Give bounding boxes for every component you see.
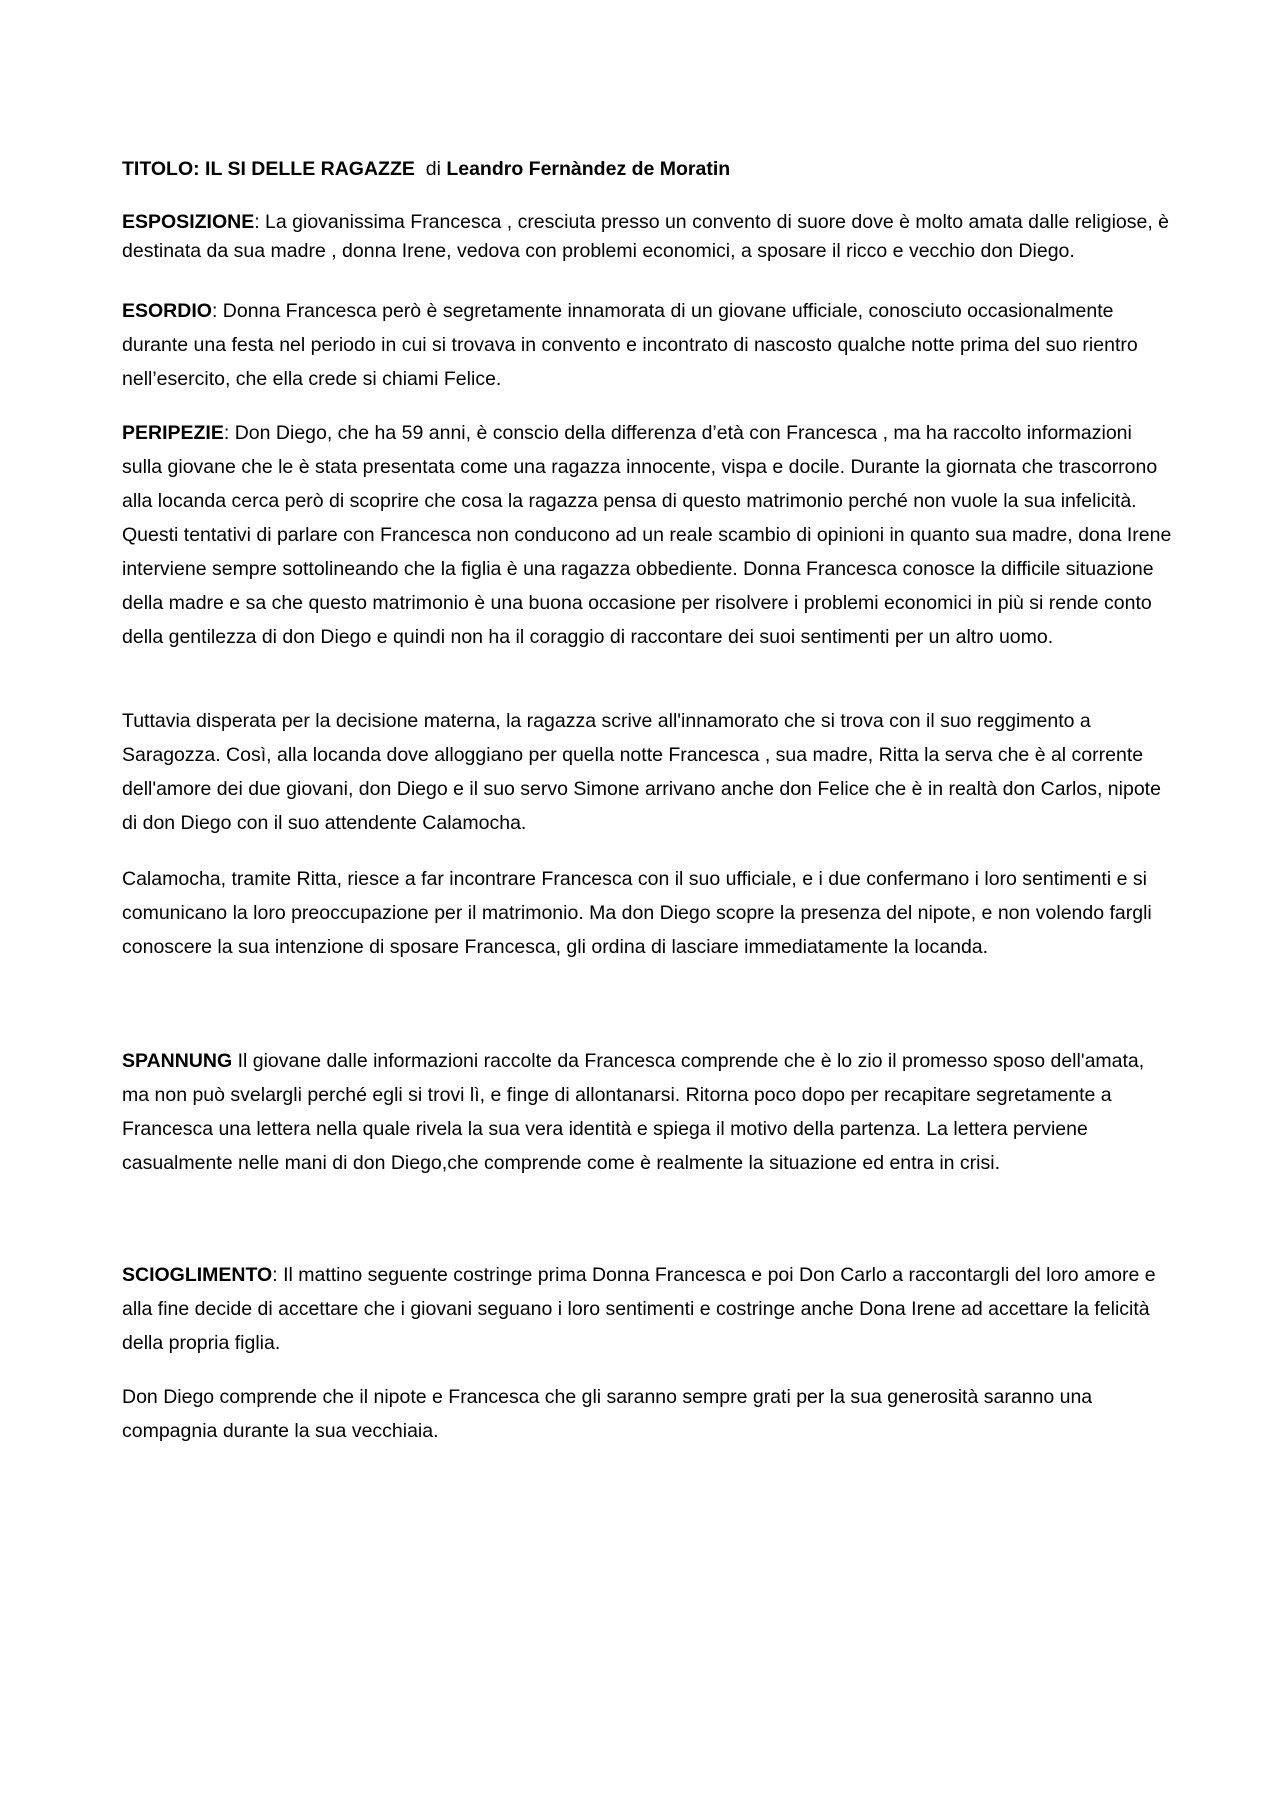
heading-esordio: ESORDIO bbox=[122, 300, 212, 322]
text-calamocha: Calamocha, tramite Ritta, riesce a far incontrare Francesca con il suo ufficiale, e i due confermano i loro sentimenti e si comunicano la loro preoccupazione per il matrimonio. Ma don Diego scopre la presenza del nipote, e non volendo fargli conoscere la sua intenzione di sposare Francesca, gli ordina di lasciare immediatamente la locanda. bbox=[122, 868, 1152, 958]
paragraph-calamocha bbox=[122, 862, 1172, 964]
title-label: TITOLO: IL SI DELLE RAGAZZE bbox=[122, 158, 415, 180]
heading-scioglimento: SCIOGLIMENTO bbox=[122, 1264, 273, 1286]
text-peripezie: : Don Diego, che ha 59 anni, è conscio della differenza d’età con Francesca , ma ha raccolto informazioni sulla giovane che le è stata presentata come una ragazza innocente, vispa e docile. Durante la giornata che trascorrono alla locanda cerca però di scoprire che cosa la ragazza pensa di questo matrimonio perché non vuole la sua infelicità. Questi tentativi di parlare con Francesca non conducono ad un reale scambio di opinioni in quanto sua madre, dona Irene interviene sempre sottolineando che la figlia è una ragazza obbediente. Donna Francesca conosce la difficile situazione della madre e sa che questo matrimonio è una buona occasione per risolvere i problemi economici in più si rende conto della gentilezza di don Diego e quindi non ha il coraggio di raccontare dei suoi sentimenti per un altro uomo. bbox=[122, 422, 1172, 648]
heading-spannung: SPANNUNG bbox=[122, 1050, 233, 1072]
text-esposizione: : La giovanissima Francesca , cresciuta presso un convento di suore dove è molto amata dalle religiose, è destinata da sua madre , donna Irene, vedova con problemi economici, a sposare il ricco e vecchio don Diego. bbox=[122, 211, 1170, 262]
heading-esposizione: ESPOSIZIONE bbox=[122, 211, 255, 233]
paragraph-peripezie bbox=[122, 416, 1172, 654]
paragraph-scioglimento bbox=[122, 1258, 1172, 1360]
title-connector: di bbox=[425, 158, 441, 180]
paragraph-esordio bbox=[122, 294, 1172, 396]
paragraph-esposizione bbox=[122, 208, 1172, 266]
text-scioglimento: : Il mattino seguente costringe prima Donna Francesca e poi Don Carlo a raccontargli del loro amore e alla fine decide di accettare che i giovani seguano i loro sentimenti e costringe anche Dona Irene ad accettare la felicità della propria figlia. bbox=[122, 1264, 1156, 1354]
paragraph-spannung bbox=[122, 1044, 1172, 1180]
text-esordio: : Donna Francesca però è segretamente innamorata di un giovane ufficiale, conosciuto occasionalmente durante una festa nel periodo in cui si trovava in convento e incontrato di nascosto qualche notte prima del suo rientro nell’esercito, che ella crede si chiami Felice. bbox=[122, 300, 1138, 390]
text-dondiego: Don Diego comprende che il nipote e Francesca che gli saranno sempre grati per la sua generosità saranno una compagnia durante la sua vecchiaia. bbox=[122, 1386, 1093, 1442]
title-author: Leandro Fernàndez de Moratin bbox=[446, 158, 731, 180]
text-tuttavia: Tuttavia disperata per la decisione materna, la ragazza scrive all'innamorato che si trova con il suo reggimento a Saragozza. Così, alla locanda dove alloggiano per quella notte Francesca , sua madre, Ritta la serva che è al corrente dell'amore dei due giovani, don Diego e il suo servo Simone arrivano anche don Felice che è in realtà don Carlos, nipote di don Diego con il suo attendente Calamocha. bbox=[122, 710, 1161, 834]
paragraph-tuttavia bbox=[122, 704, 1172, 840]
text-spannung: Il giovane dalle informazioni raccolte da Francesca comprende che è lo zio il promesso sposo dell'amata, ma non può svelargli perché egli si trovi lì, e finge di allontanarsi. Ritorna poco dopo per recapitare segretamente a Francesca una lettera nella quale rivela la sua vera identità e spiega il motivo della partenza. La lettera perviene casualmente nelle mani di don Diego,che comprende come è realmente la situazione ed entra in crisi. bbox=[122, 1050, 1145, 1174]
heading-peripezie: PERIPEZIE bbox=[122, 422, 224, 444]
document-title bbox=[122, 152, 1172, 186]
paragraph-dondiego bbox=[122, 1380, 1172, 1448]
